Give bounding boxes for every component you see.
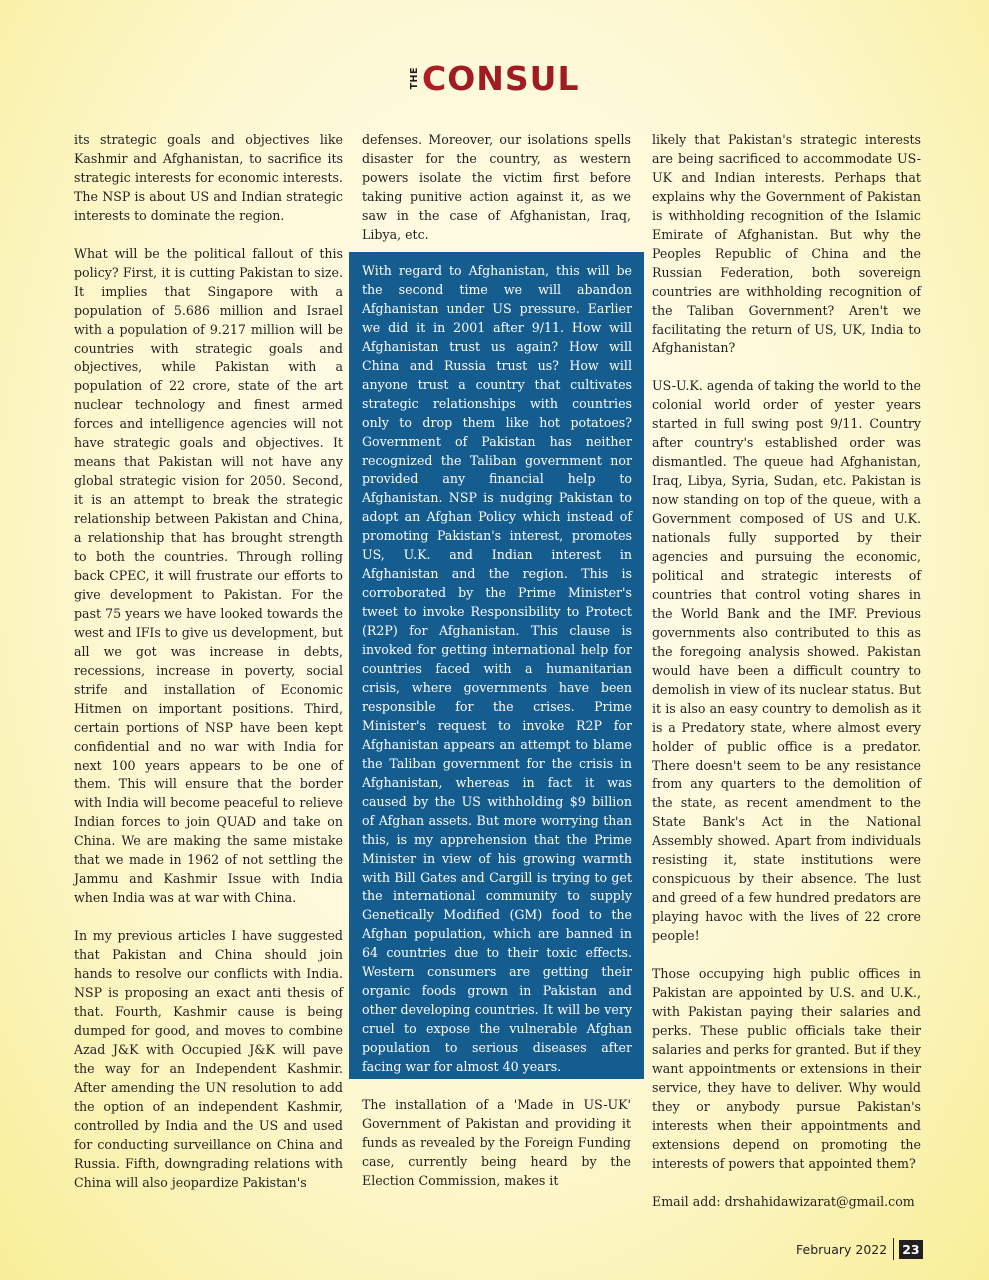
page-footer (796, 1238, 923, 1260)
paragraph: US-U.K. agenda of taking the world to the colonial world order of yester years started in full swing post 9/11. Country after country's established order was dismantled. The queue had Afghanistan, Iraq, Libya, Syria, Sudan, etc. Pakistan is now standing on top of the queue, with a Government composed of US and U.K. nationals fully supported by their agencies and pursuing the economic, political and strategic interests of countries that control voting shares in the World Bank and the IMF. Previous governments also contributed to this as the foregoing analysis showed. Pakistan would have been a difficult country to demolish in view of its nuclear status. But it is also an easy country to demolish as it is a Predatory state, where almost every holder of public office is a predator. There doesn't seem to be any resistance from any quarters to the demolition of the state, as recent amendment to the State Bank's Act in the National Assembly showed. Apart from individuals resisting it, state institutions were conspicuous by their absence. The lust and greed of a few hundred predators are playing havoc with the lives of 22 crore people! (652, 378, 921, 944)
logo-c: C (422, 59, 448, 98)
paragraph: defenses. Moreover, our isolations spells disaster for the country, as western powers isolate the victim first before taking punitive action against it, as we saw in the case of Afghanistan, Iraq, Libya, etc. (362, 132, 631, 242)
page-number: 23 (899, 1240, 922, 1259)
article-column-2 (362, 131, 631, 264)
highlight-box (349, 252, 644, 1079)
article-column-3 (652, 131, 921, 1230)
paragraph: likely that Pakistan's strategic interests are being sacrificed to accommodate US-UK and Indian interests. Perhaps that explains why the Government of Pakistan is withholding recognition of the Islamic Emirate of Afghanistan. But why the Peoples Republic of China and the Russian Federation, both sovereign countries are withholding recognition of the Taliban Government? Aren't we facilitating the return of US, UK, India to Afghanistan? (652, 132, 921, 356)
article-column-1 (74, 131, 343, 1211)
issue-date: February 2022 (796, 1241, 888, 1257)
logo-the: THE (408, 67, 420, 90)
magazine-logo (408, 59, 580, 98)
logo-rest: ONSUL (447, 59, 580, 98)
logo-wordmark (422, 59, 580, 98)
paragraph: What will be the political fallout of this policy? First, it is cutting Pakistan to size. It implies that Singapore with a population of 5.686 million and Israel with a population of 9.217 million will be countries with strategic goals and objectives, while Pakistan with a population of 22 crore, state of the art nuclear technology and finest armed forces and intelligence agencies will not have strategic goals and objectives. It means that Pakistan will not have any global strategic vision for 2050. Second, it is an attempt to break the strategic relationship between Pakistan and China, a relationship that has brought strength to both the countries. Through rolling back CPEC, it will frustrate our efforts to give development to Pakistan. For the past 75 years we have looked towards the west and IFIs to give us development, but all we got was increase in debts, recessions, increase in poverty, social strife and installation of Economic Hitmen on important positions. Third, certain portions of NSP have been kept confidential and no war with India for next 100 years appears to be one of them. This will ensure that the border with India will become peaceful to relieve Indian forces to join QUAD and take on China. We are making the same mistake that we made in 1962 of not settling the Jammu and Kashmir Issue with India when India was at war with China. (74, 245, 343, 906)
article-column-2-continued (362, 1096, 631, 1191)
footer-divider (893, 1238, 894, 1260)
highlight-text: With regard to Afghanistan, this will be the second time we will abandon Afghanistan under US pressure. Earlier we did it in 2001 after 9/11. How will Afghanistan trust us again? How will China and Russia trust us? How will anyone trust a country that cultivates strategic relationships with countries only to drop them like hot potatoes? Government of Pakistan has neither recognized the Taliban government nor provided any financial help to Afghanistan. NSP is nudging Pakistan to adopt an Afghan Policy which instead of promoting Pakistan's interest, promotes US, U.K. and Indian interest in Afghanistan and the region. This is corroborated by the Prime Minister's tweet to invoke Responsibility to Protect (R2P) for Afghanistan. This clause is invoked for getting international help for countries faced with a humanitarian crisis, where governments have been responsible for the crises. Prime Minister's request to invoke R2P for Afghanistan appears an attempt to blame the Taliban government for the crisis in Afghanistan, whereas in fact it was caused by the US withholding $9 billion of Afghan assets. But more worrying than this, is my apprehension that the Prime Minister in view of his growing warmth with Bill Gates and Cargill is trying to get the international community to supply Genetically Modified (GM) food to the Afghan population, which are banned in 64 countries due to their toxic effects. Western consumers are getting their organic foods grown in Pakistan and other developing countries. It will be very cruel to expose the vulnerable Afghan population to serious diseases after facing war for almost 40 years. (362, 263, 632, 1075)
paragraph: The installation of a 'Made in US-UK' Government of Pakistan and providing it funds as revealed by the Foreign Funding case, currently being heard by the Election Commission, makes it (362, 1097, 631, 1188)
masthead (0, 59, 989, 98)
author-email: Email add: drshahidawizarat@gmail.com (652, 1193, 915, 1209)
paragraph: its strategic goals and objectives like Kashmir and Afghanistan, to sacrifice its strategic interests for economic interests. The NSP is about US and Indian strategic interests to dominate the region. (74, 132, 343, 223)
paragraph: Those occupying high public offices in Pakistan are appointed by U.S. and U.K., with Pakistan paying their salaries and perks. These public officials take their salaries and perks for granted. But if they want appointments or extensions in their service, they have to deliver. Why would they or anybody pursue Pakistan's interests when their appointments and extensions depend on promoting the interests of powers that appointed them? (652, 966, 921, 1171)
paragraph: In my previous articles I have suggested that Pakistan and China should join hands to resolve our conflicts with India. NSP is proposing an exact anti thesis of that. Fourth, Kashmir cause is being dumped for good, and moves to combine Azad J&K with Occupied J&K will pave the way for an Independent Kashmir. After amending the UN resolution to add the option of an independent Kashmir, controlled by India and the US and used for conducting surveillance on China and Russia. Fifth, downgrading relations with China will also jeopardize Pakistan's (74, 928, 343, 1190)
